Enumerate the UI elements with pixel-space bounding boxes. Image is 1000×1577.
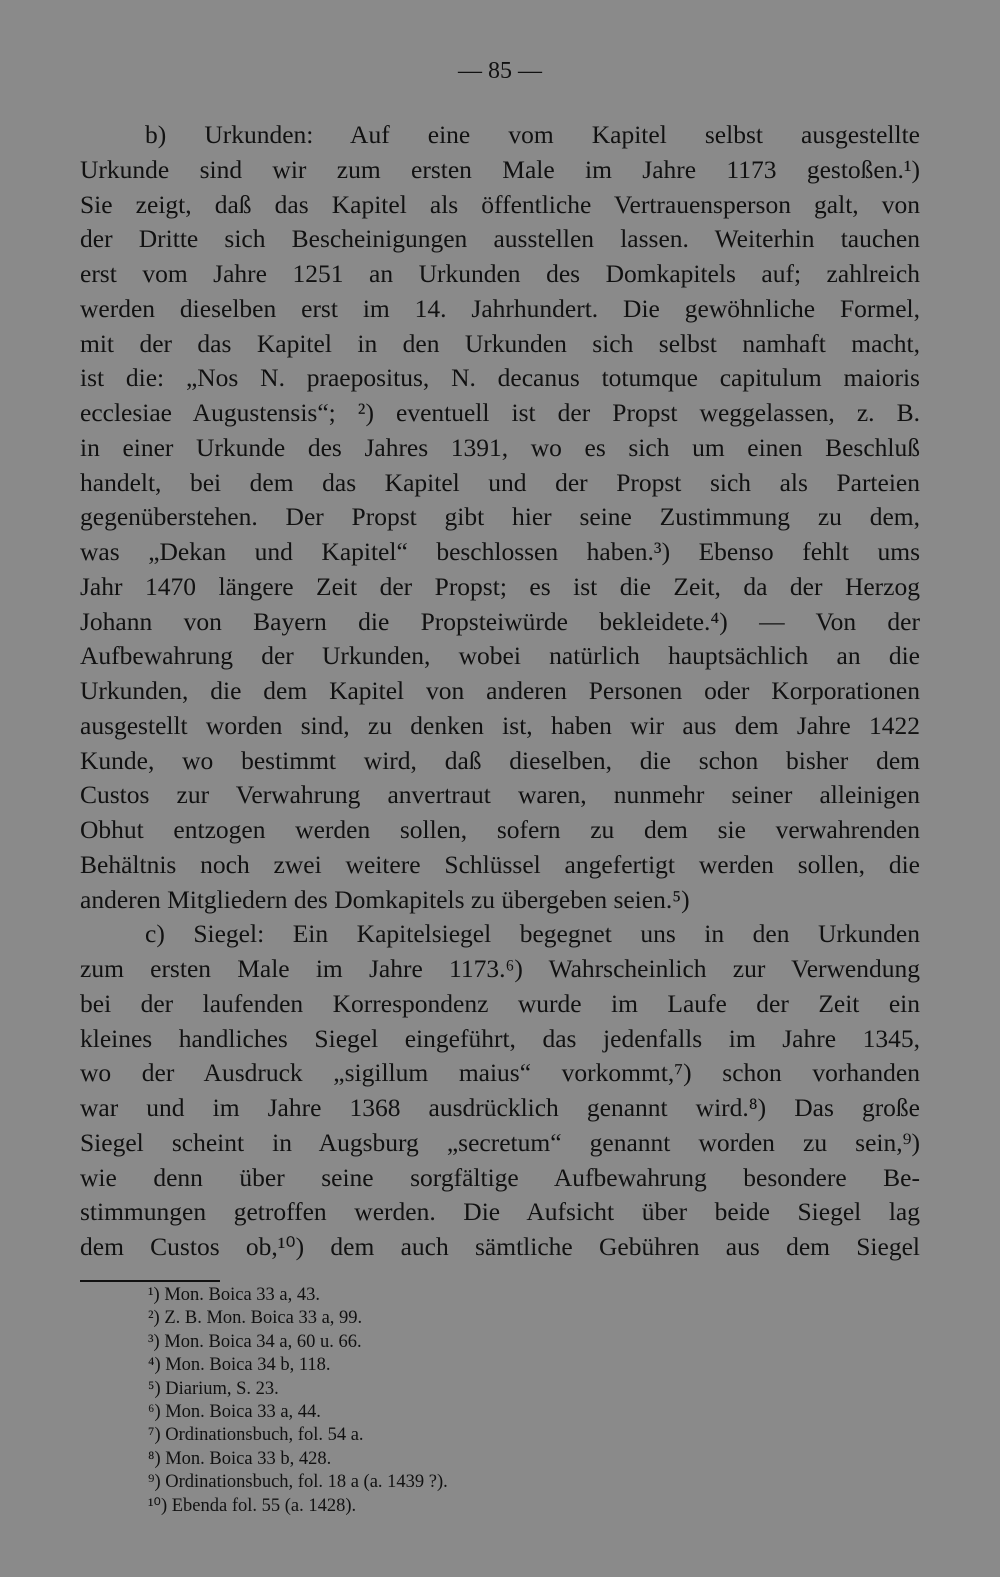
text-line: b) Urkunden: Auf eine vom Kapitel selbst ausgestellte <box>145 120 920 149</box>
text-line: handelt, bei dem das Kapitel und der Propst sich als Parteien <box>80 467 920 497</box>
footnote: ⁶) Mon. Boica 33 a, 44. <box>148 1401 321 1422</box>
text-line: zum ersten Male im Jahre 1173.⁶) Wahrscheinlich zur Verwendung <box>80 954 920 983</box>
text-line: bei der laufenden Korrespondenz wurde im Laufe der Zeit ein <box>80 988 920 1018</box>
text-line: werden dieselben erst im 14. Jahrhundert. Die gewöhnliche Formel, <box>80 293 920 323</box>
text-line: stimmungen getroffen werden. Die Aufsicht über beide Siegel lag <box>80 1197 920 1227</box>
text-line: ecclesiae Augustensis“; ²) eventuell ist der Propst weggelassen, z. B. <box>80 398 920 427</box>
text-line: in einer Urkunde des Jahres 1391, wo es sich um einen Beschluß <box>80 432 920 462</box>
footnote: ³) Mon. Boica 34 a, 60 u. 66. <box>148 1331 362 1352</box>
text-line: gegenüberstehen. Der Propst gibt hier seine Zustimmung zu dem, <box>80 502 920 532</box>
text-line: Jahr 1470 längere Zeit der Propst; es ist die Zeit, da der Herzog <box>80 571 920 601</box>
text-line: Aufbewahrung der Urkunden, wobei natürlich hauptsächlich an die <box>80 641 920 671</box>
footnote: ⁸) Mon. Boica 33 b, 428. <box>148 1448 332 1469</box>
footnote: ¹⁰) Ebenda fol. 55 (a. 1428). <box>148 1495 357 1516</box>
footnote: ⁹) Ordinationsbuch, fol. 18 a (a. 1439 ?). <box>148 1472 448 1493</box>
footnote: ⁴) Mon. Boica 34 b, 118. <box>148 1355 331 1376</box>
text-line: Urkunde sind wir zum ersten Male im Jahre 1173 gestoßen.¹) <box>80 154 920 184</box>
text-line: dem Custos ob,¹⁰) dem auch sämtliche Gebühren aus dem Siegel <box>80 1232 920 1261</box>
text-line: war und im Jahre 1368 ausdrücklich genannt wird.⁸) Das große <box>80 1093 920 1122</box>
text-line: wie denn über seine sorgfältige Aufbewahrung besondere Be- <box>80 1162 920 1192</box>
text-line: c) Siegel: Ein Kapitelsiegel begegnet uns in den Urkunden <box>145 919 920 949</box>
text-line: mit der das Kapitel in den Urkunden sich selbst namhaft macht, <box>80 328 920 358</box>
text-line: der Dritte sich Bescheinigungen ausstellen lassen. Weiterhin tauchen <box>80 224 920 254</box>
text-line: Siegel scheint in Augsburg „secretum“ genannt worden zu sein,⁹) <box>80 1127 920 1157</box>
text-line: Obhut entzogen werden sollen, sofern zu dem sie verwahrenden <box>80 815 920 844</box>
footnote: ²) Z. B. Mon. Boica 33 a, 99. <box>148 1308 363 1329</box>
text-line: Custos zur Verwahrung anvertraut waren, nunmehr seiner alleinigen <box>80 780 920 810</box>
text-line: anderen Mitgliedern des Domkapitels zu übergeben seien.⁵) <box>80 884 690 914</box>
footnote: ¹) Mon. Boica 33 a, 43. <box>148 1285 321 1305</box>
footnote: ⁵) Diarium, S. 23. <box>148 1378 279 1399</box>
text-line: kleines handliches Siegel eingeführt, das jedenfalls im Jahre 1345, <box>80 1023 920 1053</box>
text-line: ist die: „Nos N. praepositus, N. decanus totumque capitulum maioris <box>80 363 920 393</box>
body-text <box>80 118 920 1265</box>
text-line: wo der Ausdruck „sigillum maius“ vorkommt,⁷) schon vorhanden <box>80 1058 920 1088</box>
text-line: Johann von Bayern die Propsteiwürde bekleidete.⁴) — Von der <box>80 606 920 636</box>
footnote: ⁷) Ordinationsbuch, fol. 54 a. <box>148 1425 364 1446</box>
text-line: Urkunden, die dem Kapitel von anderen Personen oder Korporationen <box>80 676 920 705</box>
text-line: ausgestellt worden sind, zu denken ist, haben wir aus dem Jahre 1422 <box>80 710 920 740</box>
text-line: Kunde, wo bestimmt wird, daß dieselben, die schon bisher dem <box>80 745 920 775</box>
footnotes <box>148 1284 748 1518</box>
footnote-divider <box>80 1280 220 1282</box>
text-line: Behältnis noch zwei weitere Schlüssel angefertigt werden sollen, die <box>80 849 920 879</box>
text-line: erst vom Jahre 1251 an Urkunden des Domkapitels auf; zahlreich <box>80 259 920 288</box>
text-line: Sie zeigt, daß das Kapitel als öffentliche Vertrauensperson galt, von <box>80 189 920 219</box>
text-line: was „Dekan und Kapitel“ beschlossen haben.³) Ebenso fehlt ums <box>80 537 920 566</box>
page-number: — 85 — <box>458 58 542 84</box>
